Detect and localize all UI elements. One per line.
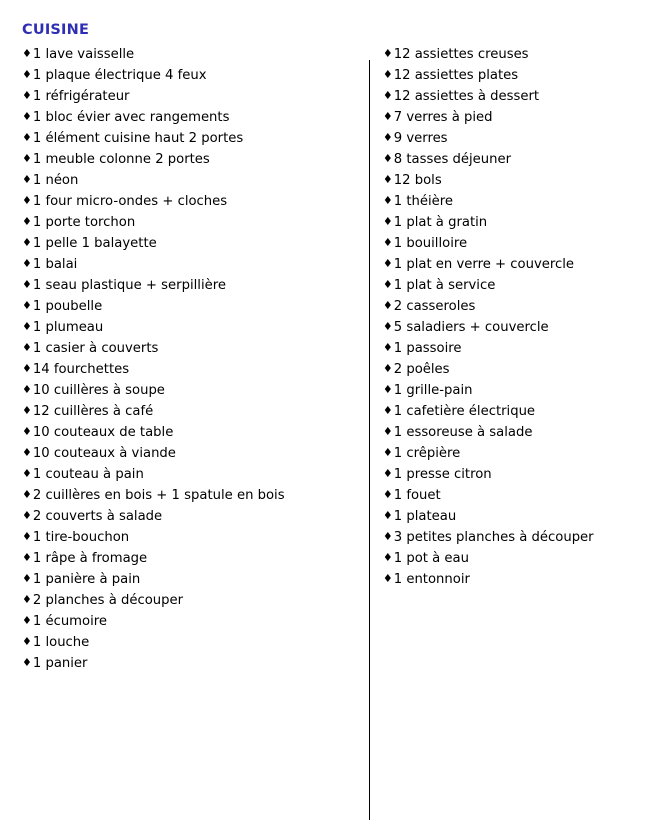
list-item bbox=[22, 338, 353, 359]
list-item-label: 1 lave vaisselle bbox=[32, 47, 135, 62]
list-item bbox=[22, 632, 353, 653]
list-item-label: 1 porte torchon bbox=[32, 215, 136, 230]
diamond-bullet-icon: ♦ bbox=[22, 656, 32, 669]
diamond-bullet-icon: ♦ bbox=[22, 488, 32, 501]
list-item bbox=[22, 296, 353, 317]
diamond-bullet-icon: ♦ bbox=[22, 509, 32, 522]
list-item bbox=[22, 107, 353, 128]
diamond-bullet-icon: ♦ bbox=[22, 614, 32, 627]
list-item bbox=[383, 485, 642, 506]
list-item bbox=[22, 611, 353, 632]
list-item-label: 1 fouet bbox=[393, 488, 441, 503]
diamond-bullet-icon: ♦ bbox=[382, 47, 393, 60]
list-item-label: 1 casier à couverts bbox=[32, 341, 159, 356]
list-item-label: 1 plat à service bbox=[393, 278, 496, 293]
list-item-label: 2 cuillères en bois + 1 spatule en bois bbox=[32, 488, 285, 503]
list-item bbox=[22, 569, 353, 590]
list-item bbox=[383, 275, 642, 296]
list-item-label: 3 petites planches à découper bbox=[393, 530, 594, 545]
list-item-label: 2 planches à découper bbox=[32, 593, 184, 608]
diamond-bullet-icon: ♦ bbox=[382, 215, 393, 228]
list-item bbox=[383, 569, 642, 590]
list-item bbox=[383, 464, 642, 485]
list-item bbox=[22, 590, 353, 611]
diamond-bullet-icon: ♦ bbox=[382, 467, 393, 480]
list-item-label: 2 poêles bbox=[393, 362, 450, 377]
list-item-label: 1 plat en verre + couvercle bbox=[393, 257, 575, 272]
list-item bbox=[383, 380, 642, 401]
diamond-bullet-icon: ♦ bbox=[22, 89, 32, 102]
list-item-label: 1 plumeau bbox=[32, 320, 104, 335]
diamond-bullet-icon: ♦ bbox=[22, 131, 32, 144]
list-item bbox=[383, 65, 642, 86]
diamond-bullet-icon: ♦ bbox=[382, 152, 393, 165]
diamond-bullet-icon: ♦ bbox=[382, 236, 393, 249]
diamond-bullet-icon: ♦ bbox=[22, 257, 32, 270]
list-item-label: 1 balai bbox=[32, 257, 78, 272]
page-title: CUISINE bbox=[22, 22, 90, 38]
list-item-label: 1 réfrigérateur bbox=[32, 89, 130, 104]
list-item bbox=[383, 191, 642, 212]
list-item-label: 12 assiettes plates bbox=[393, 68, 519, 83]
list-item-label: 1 seau plastique + serpillière bbox=[32, 278, 226, 293]
diamond-bullet-icon: ♦ bbox=[382, 530, 393, 543]
list-item-label: 10 couteaux de table bbox=[32, 425, 174, 440]
list-item bbox=[383, 401, 642, 422]
list-item-label: 1 cafetière électrique bbox=[393, 404, 536, 419]
list-item-label: 1 grille-pain bbox=[393, 383, 473, 398]
list-item bbox=[383, 212, 642, 233]
list-item bbox=[22, 443, 353, 464]
list-item bbox=[383, 443, 642, 464]
list-item bbox=[383, 506, 642, 527]
diamond-bullet-icon: ♦ bbox=[22, 341, 32, 354]
list-item bbox=[22, 44, 353, 65]
list-item-label: 5 saladiers + couvercle bbox=[393, 320, 549, 335]
list-item bbox=[22, 212, 353, 233]
list-item bbox=[22, 485, 353, 506]
list-item bbox=[383, 86, 642, 107]
list-item bbox=[22, 275, 353, 296]
list-item bbox=[383, 254, 642, 275]
diamond-bullet-icon: ♦ bbox=[22, 278, 32, 291]
list-item-label: 12 assiettes à dessert bbox=[393, 89, 540, 104]
diamond-bullet-icon: ♦ bbox=[22, 362, 32, 375]
list-item-label: 1 panière à pain bbox=[32, 572, 141, 587]
diamond-bullet-icon: ♦ bbox=[22, 551, 32, 564]
list-item-label: 1 tire-bouchon bbox=[32, 530, 130, 545]
diamond-bullet-icon: ♦ bbox=[382, 110, 393, 123]
list-item bbox=[383, 338, 642, 359]
left-column bbox=[14, 44, 353, 674]
diamond-bullet-icon: ♦ bbox=[382, 341, 393, 354]
list-item bbox=[383, 149, 642, 170]
list-item bbox=[22, 653, 353, 674]
diamond-bullet-icon: ♦ bbox=[382, 383, 393, 396]
list-item bbox=[383, 44, 642, 65]
list-item bbox=[22, 464, 353, 485]
list-item-label: 10 cuillères à soupe bbox=[32, 383, 165, 398]
diamond-bullet-icon: ♦ bbox=[382, 404, 393, 417]
list-item bbox=[22, 86, 353, 107]
list-item bbox=[383, 107, 642, 128]
list-item bbox=[383, 233, 642, 254]
diamond-bullet-icon: ♦ bbox=[382, 257, 393, 270]
list-item bbox=[22, 548, 353, 569]
list-item-label: 2 casseroles bbox=[393, 299, 476, 314]
list-item bbox=[22, 170, 353, 191]
list-item-label: 1 bouilloire bbox=[393, 236, 468, 251]
diamond-bullet-icon: ♦ bbox=[382, 572, 393, 585]
diamond-bullet-icon: ♦ bbox=[382, 509, 393, 522]
list-item-label: 1 passoire bbox=[393, 341, 462, 356]
diamond-bullet-icon: ♦ bbox=[382, 425, 393, 438]
list-item bbox=[22, 149, 353, 170]
diamond-bullet-icon: ♦ bbox=[22, 68, 32, 81]
diamond-bullet-icon: ♦ bbox=[22, 530, 32, 543]
list-item-label: 8 tasses déjeuner bbox=[393, 152, 512, 167]
diamond-bullet-icon: ♦ bbox=[382, 551, 393, 564]
diamond-bullet-icon: ♦ bbox=[22, 215, 32, 228]
diamond-bullet-icon: ♦ bbox=[22, 152, 32, 165]
list-item-label: 1 élément cuisine haut 2 portes bbox=[32, 131, 244, 146]
kitchen-inventory-list-left bbox=[22, 44, 353, 674]
diamond-bullet-icon: ♦ bbox=[22, 47, 32, 60]
list-item-label: 1 plateau bbox=[393, 509, 457, 524]
list-item bbox=[22, 128, 353, 149]
list-item bbox=[22, 191, 353, 212]
list-item-label: 2 couverts à salade bbox=[32, 509, 163, 524]
column-divider bbox=[369, 60, 370, 820]
list-item bbox=[383, 422, 642, 443]
list-item bbox=[22, 359, 353, 380]
list-item bbox=[22, 527, 353, 548]
diamond-bullet-icon: ♦ bbox=[22, 593, 32, 606]
list-item-label: 1 presse citron bbox=[393, 467, 492, 482]
list-item-label: 1 entonnoir bbox=[393, 572, 470, 587]
list-item-label: 12 bols bbox=[393, 173, 442, 188]
list-item bbox=[383, 317, 642, 338]
list-item bbox=[383, 128, 642, 149]
list-item bbox=[22, 65, 353, 86]
list-item bbox=[22, 317, 353, 338]
list-item bbox=[383, 527, 642, 548]
list-item bbox=[22, 401, 353, 422]
diamond-bullet-icon: ♦ bbox=[382, 299, 393, 312]
kitchen-inventory-list-right bbox=[383, 44, 642, 590]
diamond-bullet-icon: ♦ bbox=[382, 68, 393, 81]
list-item-label: 1 meuble colonne 2 portes bbox=[32, 152, 210, 167]
diamond-bullet-icon: ♦ bbox=[22, 194, 32, 207]
list-item-label: 12 cuillères à café bbox=[32, 404, 154, 419]
diamond-bullet-icon: ♦ bbox=[22, 467, 32, 480]
diamond-bullet-icon: ♦ bbox=[382, 173, 393, 186]
list-item-label: 12 assiettes creuses bbox=[393, 47, 529, 62]
diamond-bullet-icon: ♦ bbox=[22, 299, 32, 312]
list-item-label: 9 verres bbox=[393, 131, 448, 146]
list-item-label: 1 four micro-ondes + cloches bbox=[32, 194, 228, 209]
list-item-label: 14 fourchettes bbox=[32, 362, 130, 377]
list-item-label: 1 louche bbox=[32, 635, 90, 650]
list-item-label: 1 pot à eau bbox=[393, 551, 469, 566]
list-item-label: 1 plaque électrique 4 feux bbox=[32, 68, 207, 83]
list-item-label: 1 râpe à fromage bbox=[32, 551, 148, 566]
list-item-label: 1 poubelle bbox=[32, 299, 103, 314]
diamond-bullet-icon: ♦ bbox=[382, 278, 393, 291]
diamond-bullet-icon: ♦ bbox=[22, 425, 32, 438]
diamond-bullet-icon: ♦ bbox=[382, 194, 393, 207]
list-item bbox=[383, 170, 642, 191]
diamond-bullet-icon: ♦ bbox=[22, 173, 32, 186]
diamond-bullet-icon: ♦ bbox=[22, 446, 32, 459]
list-item-label: 1 panier bbox=[32, 656, 88, 671]
right-column bbox=[353, 44, 642, 590]
diamond-bullet-icon: ♦ bbox=[22, 236, 32, 249]
diamond-bullet-icon: ♦ bbox=[382, 446, 393, 459]
list-item bbox=[383, 296, 642, 317]
diamond-bullet-icon: ♦ bbox=[382, 131, 393, 144]
list-item-label: 1 pelle 1 balayette bbox=[32, 236, 157, 251]
list-item-label: 1 néon bbox=[32, 173, 79, 188]
list-item bbox=[22, 380, 353, 401]
list-item-label: 1 théière bbox=[393, 194, 453, 209]
list-item bbox=[22, 254, 353, 275]
list-item-label: 1 plat à gratin bbox=[393, 215, 488, 230]
list-item-label: 7 verres à pied bbox=[393, 110, 493, 125]
list-item bbox=[22, 506, 353, 527]
diamond-bullet-icon: ♦ bbox=[22, 635, 32, 648]
diamond-bullet-icon: ♦ bbox=[22, 572, 32, 585]
list-item bbox=[383, 359, 642, 380]
list-item-label: 1 bloc évier avec rangements bbox=[32, 110, 230, 125]
diamond-bullet-icon: ♦ bbox=[22, 320, 32, 333]
two-column-layout bbox=[14, 44, 642, 674]
diamond-bullet-icon: ♦ bbox=[22, 383, 32, 396]
list-item bbox=[22, 233, 353, 254]
list-item bbox=[383, 548, 642, 569]
diamond-bullet-icon: ♦ bbox=[382, 362, 393, 375]
list-item bbox=[22, 422, 353, 443]
list-item-label: 1 crêpière bbox=[393, 446, 461, 461]
diamond-bullet-icon: ♦ bbox=[382, 320, 393, 333]
diamond-bullet-icon: ♦ bbox=[22, 404, 32, 417]
diamond-bullet-icon: ♦ bbox=[22, 110, 32, 123]
list-item-label: 1 couteau à pain bbox=[32, 467, 144, 482]
diamond-bullet-icon: ♦ bbox=[382, 89, 393, 102]
diamond-bullet-icon: ♦ bbox=[382, 488, 393, 501]
list-item-label: 10 couteaux à viande bbox=[32, 446, 176, 461]
list-item-label: 1 écumoire bbox=[32, 614, 108, 629]
list-item-label: 1 essoreuse à salade bbox=[393, 425, 533, 440]
